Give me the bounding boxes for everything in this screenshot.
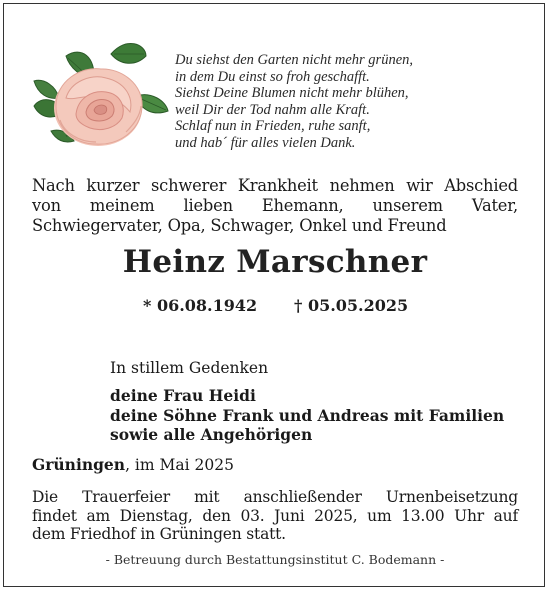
- undertaker-credit: - Betreuung durch Bestattungsinstitut C. Bodemann -: [105, 552, 445, 567]
- poem-line: Du siehst den Garten nicht mehr grünen,: [175, 52, 414, 68]
- funeral-line: Die Trauerfeier mit anschließender Urnenbeisetzung: [32, 488, 518, 506]
- poem-line: Schlaf nun in Frieden, ruhe sanft,: [175, 118, 371, 135]
- death-date: † 05.05.2025: [294, 296, 409, 315]
- intro-line: Schwiegervater, Opa, Schwager, Onkel und Freund: [32, 216, 447, 235]
- poem: [175, 52, 495, 152]
- funeral-line: findet am Dienstag, den 03. Juni 2025, um 13.00 Uhr auf: [32, 506, 518, 525]
- intro-text: [32, 176, 518, 236]
- mourners-list: [110, 386, 504, 445]
- intro-line: von meinem lieben Ehemann, unserem Vater,: [32, 196, 518, 215]
- poem-line: weil Dir der Tod nahm alle Kraft.: [175, 101, 370, 118]
- place-name: Grüningen: [32, 455, 126, 474]
- funeral-line: dem Friedhof in Grüningen statt.: [32, 525, 286, 543]
- notice-date: , im Mai 2025: [125, 456, 234, 474]
- funeral-info: [32, 488, 518, 544]
- rose-icon: [26, 36, 176, 154]
- intro-line: Nach kurzer schwerer Krankheit nehmen wir Abschied: [32, 176, 518, 195]
- mourner-line: deine Frau Heidi: [110, 386, 256, 405]
- mourner-line: sowie alle Angehörigen: [110, 425, 313, 444]
- mourner-line: deine Söhne Frank und Andreas mit Familien: [110, 405, 505, 425]
- poem-line: und hab´ für alles vielen Dank.: [175, 134, 356, 151]
- place-date: [32, 455, 234, 475]
- deceased-name: Heinz Marschner: [122, 244, 428, 280]
- poem-line: in dem Du einst so froh geschafft.: [175, 68, 370, 85]
- birth-date: * 06.08.1942: [143, 296, 258, 315]
- mourners-heading: In stillem Gedenken: [110, 359, 269, 377]
- poem-line: Siehst Deine Blumen nicht mehr blühen,: [175, 85, 409, 102]
